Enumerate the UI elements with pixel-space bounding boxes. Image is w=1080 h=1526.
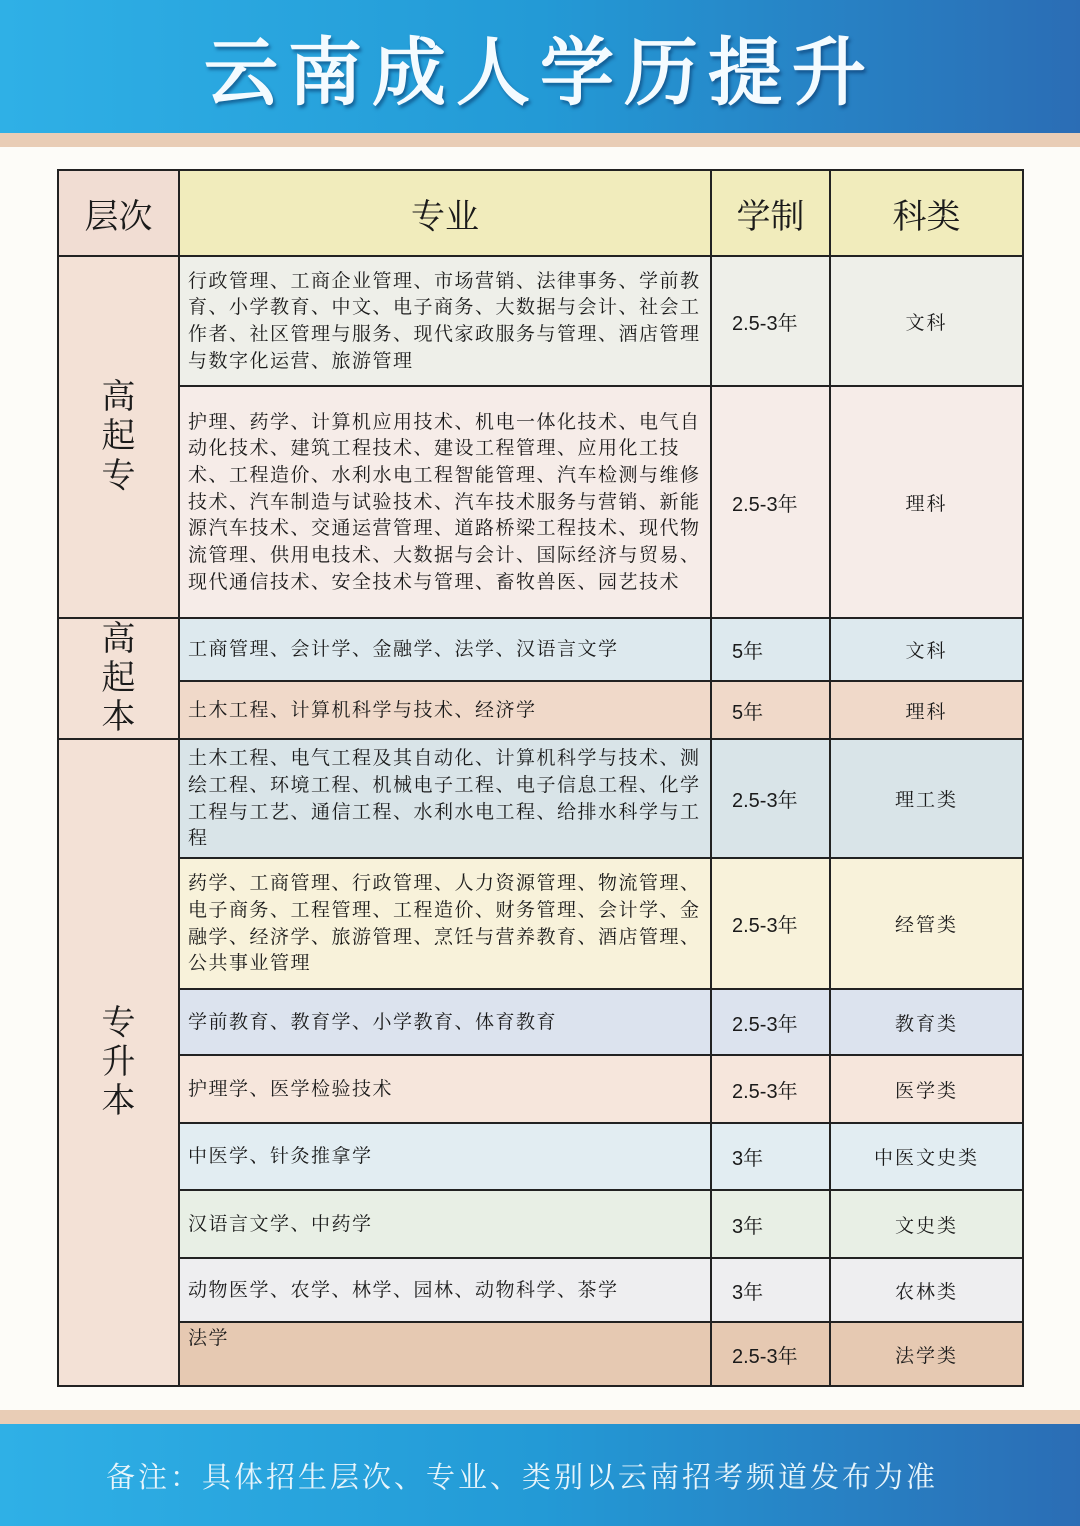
major-cell: 行政管理、工商企业管理、市场营销、法律事务、学前教育、小学教育、中文、电子商务、大数据与会计、社会工作者、社区管理与服务、现代家政服务与管理、酒店管理与数字化运营、旅游管理 — [179, 256, 711, 386]
footer-note: 备注：具体招生层次、专业、类别以云南招考频道发布为准 — [106, 1459, 939, 1494]
header-category: 科类 — [830, 170, 1023, 256]
major-cell: 动物医学、农学、林学、园林、动物科学、茶学 — [179, 1258, 711, 1322]
divider-stripe — [0, 1410, 1080, 1424]
table-row — [58, 618, 1023, 681]
major-cell: 土木工程、计算机科学与技术、经济学 — [179, 681, 711, 739]
table-row — [58, 1322, 1023, 1386]
major-cell: 药学、工商管理、行政管理、人力资源管理、物流管理、电子商务、工程管理、工程造价、财务管理、会计学、金融学、经济学、旅游管理、烹饪与营养教育、酒店管理、公共事业管理 — [179, 858, 711, 989]
duration-cell: 2.5-3年 — [711, 739, 830, 858]
duration-cell: 2.5-3年 — [711, 1322, 830, 1386]
category-cell: 教育类 — [830, 989, 1023, 1055]
table-row — [58, 858, 1023, 989]
table-row — [58, 256, 1023, 386]
level-label: 专升本 — [101, 1002, 136, 1122]
category-cell: 文科 — [830, 618, 1023, 681]
header-level: 层次 — [58, 170, 179, 256]
category-cell: 理科 — [830, 681, 1023, 739]
major-cell: 工商管理、会计学、金融学、法学、汉语言文学 — [179, 618, 711, 681]
level-cell — [58, 618, 179, 739]
duration-cell: 2.5-3年 — [711, 989, 830, 1055]
major-cell: 法学 — [179, 1322, 711, 1386]
category-cell: 文史类 — [830, 1190, 1023, 1258]
major-cell: 土木工程、电气工程及其自动化、计算机科学与技术、测绘工程、环境工程、机械电子工程、电子信息工程、化学工程与工艺、通信工程、水利水电工程、给排水科学与工程 — [179, 739, 711, 858]
header-major: 专业 — [179, 170, 711, 256]
duration-cell: 5年 — [711, 681, 830, 739]
major-cell: 中医学、针灸推拿学 — [179, 1123, 711, 1190]
level-label: 高起专 — [101, 377, 136, 496]
level-label: 高起本 — [101, 618, 136, 738]
table-row — [58, 1123, 1023, 1190]
level-cell — [58, 739, 179, 1386]
duration-cell: 5年 — [711, 618, 830, 681]
major-cell: 护理学、医学检验技术 — [179, 1055, 711, 1123]
footer-banner — [0, 1424, 1080, 1526]
duration-cell: 3年 — [711, 1258, 830, 1322]
divider-stripe — [0, 133, 1080, 147]
table-row — [58, 1190, 1023, 1258]
title-banner — [0, 0, 1080, 133]
category-cell: 医学类 — [830, 1055, 1023, 1123]
majors-table — [57, 169, 1024, 1387]
category-cell: 理工类 — [830, 739, 1023, 858]
category-cell: 法学类 — [830, 1322, 1023, 1386]
header-duration: 学制 — [711, 170, 830, 256]
duration-cell: 2.5-3年 — [711, 386, 830, 618]
major-cell: 学前教育、教育学、小学教育、体育教育 — [179, 989, 711, 1055]
level-cell — [58, 256, 179, 618]
table-row — [58, 1258, 1023, 1322]
major-cell: 汉语言文学、中药学 — [179, 1190, 711, 1258]
table-row — [58, 739, 1023, 858]
category-cell: 文科 — [830, 256, 1023, 386]
category-cell: 农林类 — [830, 1258, 1023, 1322]
duration-cell: 2.5-3年 — [711, 1055, 830, 1123]
category-cell: 经管类 — [830, 858, 1023, 989]
page-title: 云南成人学历提升 — [204, 29, 876, 116]
table-header — [58, 170, 1023, 256]
table-row — [58, 386, 1023, 618]
major-cell: 护理、药学、计算机应用技术、机电一体化技术、电气自动化技术、建筑工程技术、建设工程管理、应用化工技术、工程造价、水利水电工程智能管理、汽车检测与维修技术、汽车制造与试验技术、汽车技术服务与营销、新能源汽车技术、交通运营管理、道路桥梁工程技术、现代物流管理、供用电技术、大数据与会计、国际经济与贸易、现代通信技术、安全技术与管理、畜牧兽医、园艺技术 — [179, 386, 711, 618]
table-row — [58, 681, 1023, 739]
category-cell: 中医文史类 — [830, 1123, 1023, 1190]
table-row — [58, 1055, 1023, 1123]
category-cell: 理科 — [830, 386, 1023, 618]
table-row — [58, 989, 1023, 1055]
duration-cell: 2.5-3年 — [711, 858, 830, 989]
duration-cell: 3年 — [711, 1123, 830, 1190]
duration-cell: 3年 — [711, 1190, 830, 1258]
duration-cell: 2.5-3年 — [711, 256, 830, 386]
